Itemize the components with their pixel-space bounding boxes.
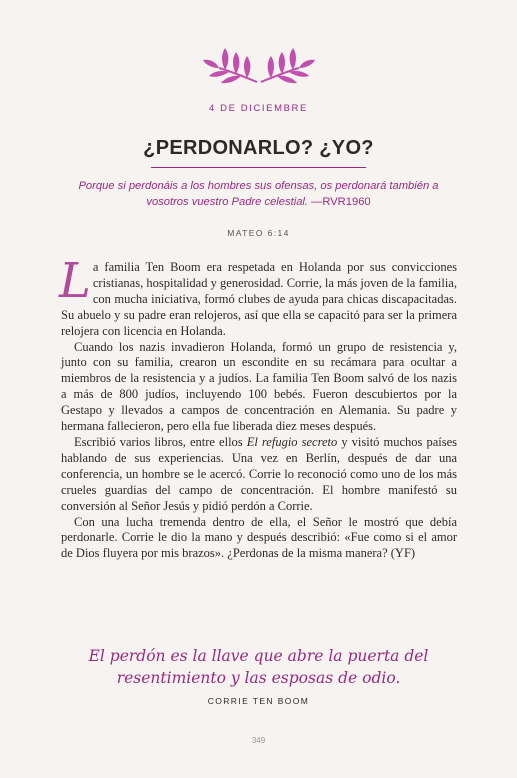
paragraph-2: Cuando los nazis invadieron Holanda, formó un grupo de resistencia y, junto con su familia, crearon un escondite en su recámara para ocultar a miembros de la resistencia y a judíos. La familia Ten Boom salvó de los nazis a más de 800 judíos, incluyendo 100 bebés. Fueron descubiertos por la Gestapo y llevados a campos de concentración en Alemania. Su padre y hermana fallecieron, pero ella fue liberada diez meses después. xyxy=(61,339,457,434)
quote-author: CORRIE TEN BOOM xyxy=(207,696,310,706)
laurel-ornament-icon xyxy=(203,38,315,90)
verse-reference: MATEO 6:14 xyxy=(227,228,290,238)
paragraph-3 xyxy=(61,435,457,515)
page-number: 349 xyxy=(251,736,266,745)
date-heading: 4 DE DICIEMBRE xyxy=(209,103,308,114)
paragraph-3-text-b: y visitó muchos países hablando de sus experiencias. Una vez en Berlín, después de dar una conferencia, un hombre se le acercó. Corrie lo reconoció como uno de los más crueles guardias del campo de concentración. El hombre manifestó su conversión al Señor Jesús y pidió perdón a Corrie. xyxy=(61,434,457,513)
closing-quote xyxy=(40,645,477,689)
scripture-verse xyxy=(74,178,443,210)
verse-text: Porque si perdonáis a los hombres sus ofensas, os perdonará también a vosotros vuestro Padre celestial. xyxy=(78,180,439,208)
paragraph-1-text: a familia Ten Boom era respetada en Holanda por sus convicciones cristianas, hospitalidad y generosidad. Corrie, la más joven de la familia, con mucha iniciativa, formó clubes de ayuda para chicas discapacitadas. Su abuelo y su padre eran relojeros, así que ella se capacitó para ser la primera relojera con licencia en Holanda. xyxy=(61,260,457,338)
paragraph-3-text-a: Escribió varios libros, entre ellos xyxy=(74,434,247,449)
paragraph-1 xyxy=(59,253,457,340)
page-title: ¿PERDONARLO? ¿YO? xyxy=(143,137,374,159)
devotional-body xyxy=(59,253,457,562)
book-title: El refugio secreto xyxy=(246,434,338,449)
verse-version: —RVR1960 xyxy=(311,196,371,208)
quote-line-1: El perdón es la llave que abre la puerta del xyxy=(88,647,429,665)
quote-line-2: resentimiento y las esposas de odio. xyxy=(116,669,401,687)
paragraph-4: Con una lucha tremenda dentro de ella, el Señor le mostró que debía perdonarle. Corrie le dio la mano y después describió: «Fue como si el amor de Dios fluyera por mis brazos». ¿Perdonas de la misma manera? (YF) xyxy=(61,514,457,561)
drop-cap: L xyxy=(59,253,91,309)
title-underline xyxy=(151,167,366,168)
